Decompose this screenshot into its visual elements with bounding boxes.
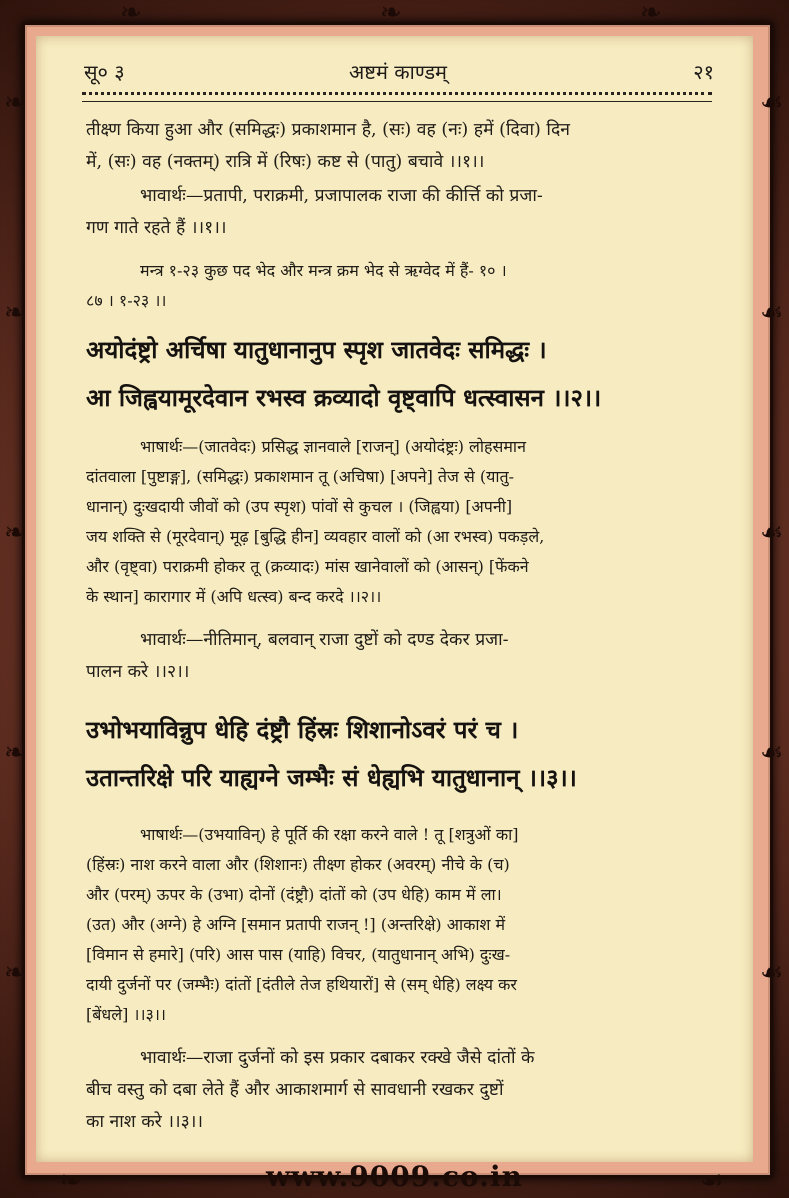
reference-note <box>140 256 714 286</box>
bhavartha-2 <box>86 624 714 688</box>
mantra-2 <box>86 326 726 422</box>
text-line: [विमान से हमारे] (परि) आस पास (याहि) विचर, (यातुधानान् अभि) दुःख- <box>86 945 511 964</box>
text-line: के स्थान] कारागार में (अपि धत्स्व) बन्द करदे ।।२।। <box>86 587 382 606</box>
ornament-swirl-icon: ❧ <box>4 88 26 118</box>
text-line: भाषार्थः—(उभयाविन्) हे पूर्ति की रक्षा करने वाले ! तू [शत्रुओं का] <box>140 825 519 844</box>
bhashartha-3 <box>86 820 714 1030</box>
text-line: और (वृष्ट्वा) पराक्रमी होकर तू (क्रव्यादः) मांस खानेवालों को (आसन्) [फेंकने <box>86 557 529 576</box>
text-line: (उत) और (अग्ने) हे अग्नि [समान प्रतापी राजन् !] (अन्तरिक्षे) आकाश में <box>86 915 506 934</box>
ornament-swirl-icon: ☙ <box>760 88 784 118</box>
text-line: भावार्थः—प्रतापी, पराक्रमी, प्रजापालक राजा की कीर्त्ति को प्रजा- <box>140 186 543 206</box>
kanda-title: अष्टमं काण्डम् <box>349 60 447 84</box>
text-line: बीच वस्तु को दबा लेते हैं और आकाशमार्ग से सावधानी रखकर दुष्टों <box>86 1080 504 1100</box>
website-url: www.9009.co.in <box>266 1160 523 1193</box>
sukta-number: सू० ३ <box>84 60 125 84</box>
text-line: गण गाते रहते हैं ।।१।। <box>86 218 227 238</box>
text-line: और (परम्) ऊपर के (उभा) दोनों (दंष्ट्रौ) दांतों को (उप धेहि) काम में ला। <box>86 885 502 904</box>
ornament-swirl-icon: ❧ <box>120 0 142 28</box>
text-line: (हिंस्रः) नाश करने वाला और (शिशानः) तीक्ष्ण होकर (अवरम्) नीचे के (च) <box>86 855 510 874</box>
text-line: भाषार्थः—(जातवेदः) प्रसिद्ध ज्ञानवाले [राजन्] (अयोदंष्ट्रः) लोहसमान <box>140 437 526 456</box>
text-line: दायी दुर्जनों पर (जम्भैः) दांतों [दंतीले तेज हथियारों] से (सम् धेहि) लक्ष्य कर <box>86 975 517 994</box>
ornament-swirl-icon: ❧ <box>640 0 662 28</box>
ornament-swirl-icon: ☙ <box>760 958 784 988</box>
ornament-swirl-icon: ☙ <box>760 298 784 328</box>
ornament-swirl-icon: ❧ <box>4 958 26 988</box>
reference-note-cont <box>86 286 714 316</box>
page-number: २१ <box>693 60 714 84</box>
text-line: मन्त्र १-२३ कुछ पद भेद और मन्त्र क्रम भेद से ऋग्वेद में हैं- १० । <box>140 261 507 280</box>
mantra-line: उतान्तरिक्षे परि याह्यग्ने जम्भैः सं धेह्यभि यातुधानान् ।।३।। <box>86 763 577 792</box>
ornament-swirl-icon: ❧ <box>4 738 26 768</box>
text-line: भावार्थः—नीतिमान्, बलवान् राजा दुष्टों को दण्ड देकर प्रजा- <box>140 630 509 650</box>
ornament-swirl-icon: ☙ <box>700 1166 724 1196</box>
text-line: में, (सः) वह (नक्तम्) रात्रि में (रिषः) कष्ट से (पातु) बचावे ।।१।। <box>86 152 485 172</box>
page-header <box>82 58 714 88</box>
mantra-line: अयोदंष्ट्रो अर्चिषा यातुधानानुप स्पृश जातवेदः समिद्धः । <box>86 335 547 364</box>
bhashartha-2 <box>86 432 714 612</box>
mantra-line: उभोभयाविन्नुप धेहि दंष्ट्रौ हिंस्रः शिशानोऽवरं परं च । <box>86 715 519 744</box>
text-line: पालन करे ।।२।। <box>86 662 190 682</box>
text-line: तीक्ष्ण किया हुआ और (समिद्धः) प्रकाशमान है, (सः) वह (नः) हमें (दिवा) दिन <box>86 120 570 140</box>
bhavartha-1-cont <box>86 212 714 244</box>
text-line: भावार्थः—राजा दुर्जनों को इस प्रकार दबाकर रक्खे जैसे दांतों के <box>140 1048 535 1068</box>
bhavartha-1 <box>140 180 714 212</box>
header-divider <box>82 92 712 102</box>
ornament-swirl-icon: ❧ <box>4 298 26 328</box>
text-line: धानान्) दुःखदायी जीवों को (उप स्पृश) पांवों से कुचल । (जिह्वया) [अपनी] <box>86 497 513 516</box>
mantra-line: आ जिह्वयामूरदेवान रभस्व क्रव्यादो वृष्ट्वापि धत्स्वासन ।।२।। <box>86 383 602 412</box>
text-line: [बेंधले] ।।३।। <box>86 1005 166 1024</box>
ornament-swirl-icon: ❧ <box>4 518 26 548</box>
mantra-3 <box>86 706 726 802</box>
ornament-swirl-icon: ☙ <box>760 518 784 548</box>
text-line: का नाश करे ।।३।। <box>86 1112 204 1132</box>
text-line: ८७ । १-२३ ।। <box>86 291 167 310</box>
ornament-swirl-icon: ❧ <box>60 1166 82 1196</box>
paragraph-continuation <box>86 114 714 178</box>
ornament-swirl-icon: ❧ <box>380 0 402 28</box>
text-line: दांतवाला [पुष्टाङ्ग], (समिद्धः) प्रकाशमान तू (अचिषा) [अपने] तेज से (यातु- <box>86 467 515 486</box>
text-line: जय शक्ति से (मूरदेवान्) मूढ़ [बुद्धि हीन] व्यवहार वालों को (आ रभस्व) पकड़ले, <box>86 527 545 546</box>
bhavartha-3 <box>86 1042 714 1138</box>
ornament-swirl-icon: ☙ <box>760 738 784 768</box>
